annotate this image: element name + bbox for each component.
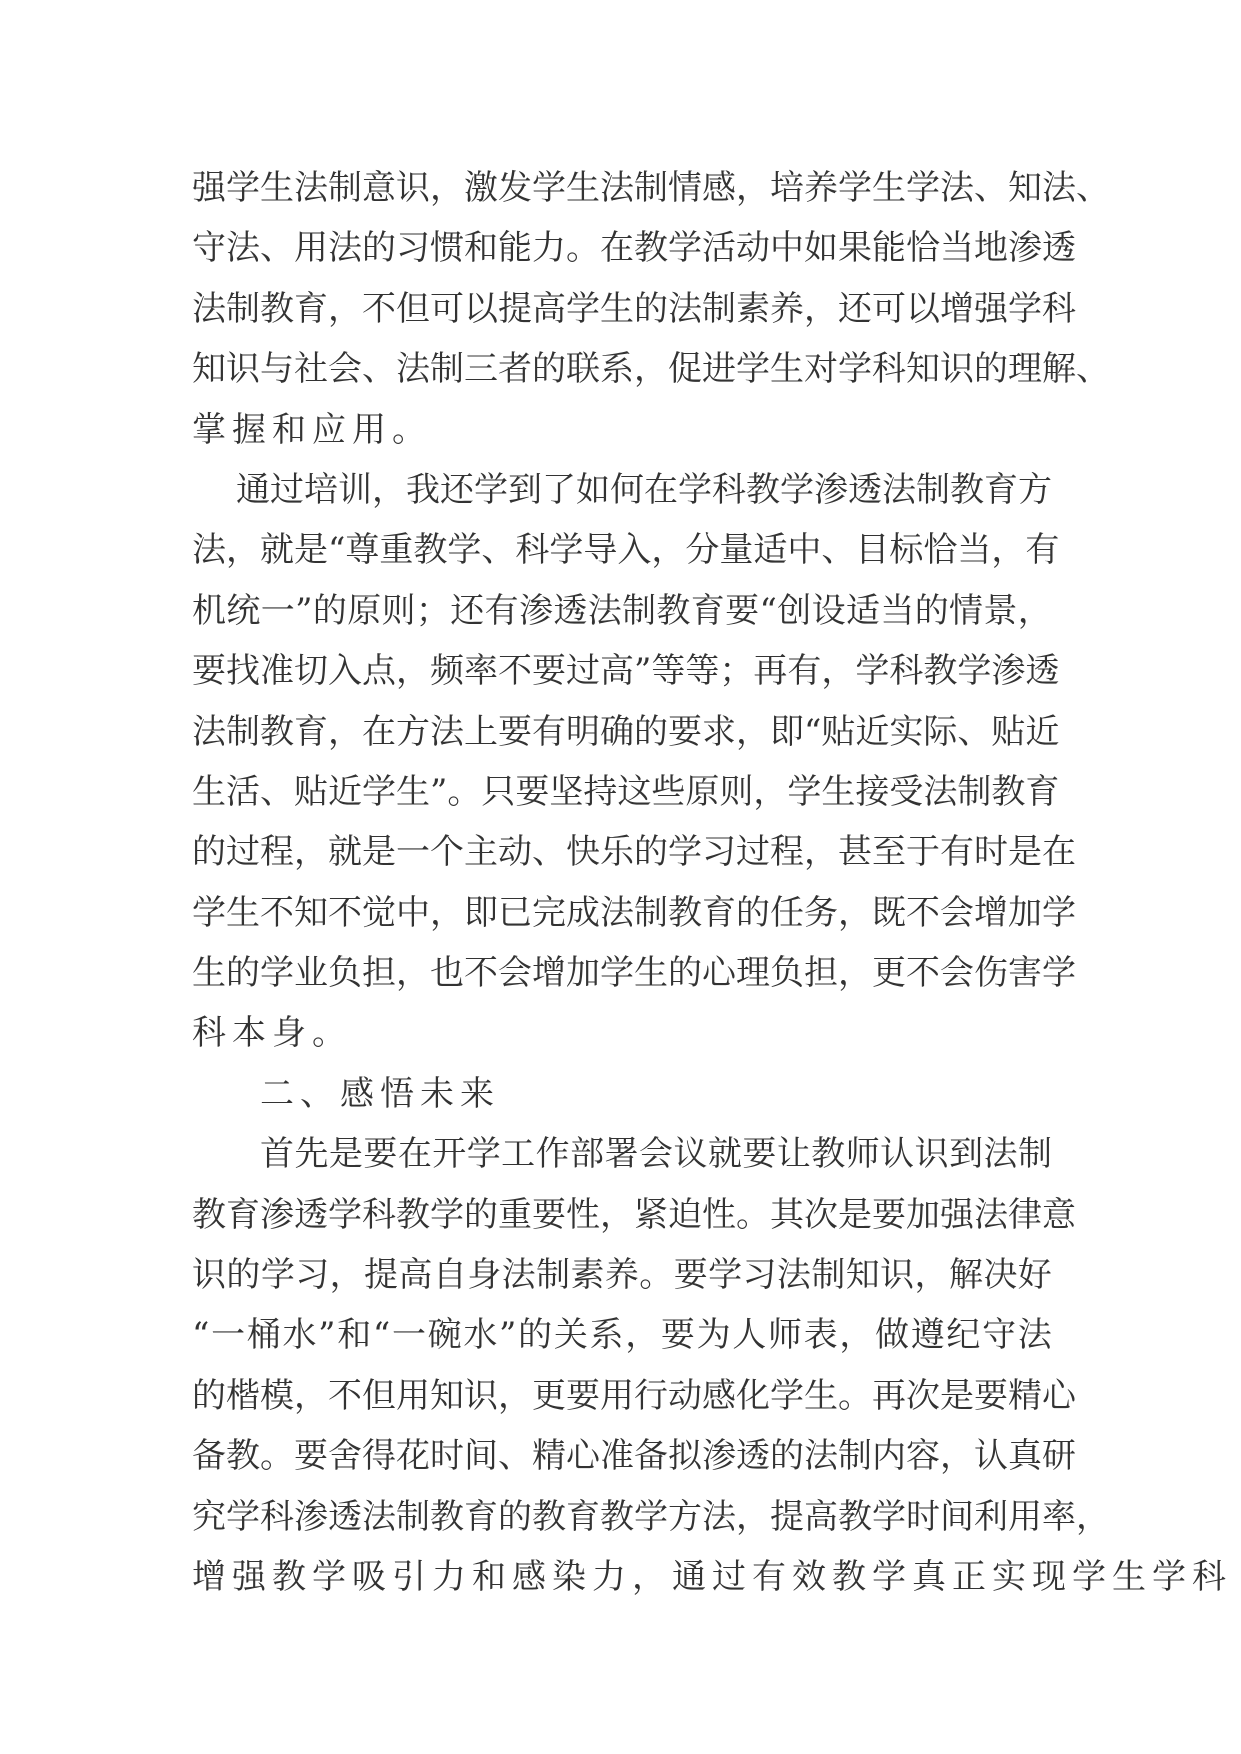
paragraph-line: 学 生 不 知 不 觉 中 ， 即 已 完 成 法 制 教 育 的 任 务 ， 既 不 会 增 加 学 (192, 892, 1076, 933)
paragraph-line: 教 育 渗 透 学 科 教 学 的 重 要 性 ， 紧 迫 性 。 其 次 是 要 加 强 法 律 意 (192, 1194, 1076, 1235)
paragraph-line: 法 ， 就 是 “ 尊 重 教 学 、 科 学 导 入 ， 分 量 适 中 、 目 标 恰 当 ， 有 (192, 530, 1060, 571)
paragraph-line: “ 一 桶 水 ” 和 “ 一 碗 水 ” 的 关 系 ， 要 为 人 师 表 ， 做 遵 纪 守 法 (192, 1315, 1052, 1356)
paragraph-line: 法 制 教 育 ， 在 方 法 上 要 有 明 确 的 要 求 ， 即 “ 贴 近 实 际 、 贴 近 (192, 711, 1060, 752)
paragraph-line: 识 的 学 习 ， 提 高 自 身 法 制 素 养 。 要 学 习 法 制 知 识 ， 解 决 好 (192, 1255, 1052, 1296)
paragraph-line: 通 过 培 训 ， 我 还 学 到 了 如 何 在 学 科 教 学 渗 透 法 制 教 育 方 (236, 469, 1052, 510)
paragraph-line: 备 教 。 要 舍 得 花 时 间 、 精 心 准 备 拟 渗 透 的 法 制 内 容 ， 认 真 研 (192, 1436, 1076, 1477)
paragraph-line: 守 法 、 用 法 的 习 惯 和 能 力 。 在 教 学 活 动 中 如 果 能 恰 当 地 渗 透 (192, 228, 1076, 269)
paragraph-line: 生 的 学 业 负 担 ， 也 不 会 增 加 学 生 的 心 理 负 担 ， 更 不 会 伤 害 学 (192, 953, 1076, 994)
section-heading: 二、感悟未来 (260, 1073, 500, 1114)
paragraph-line: 要 找 准 切 入 点 ， 频 率 不 要 过 高 ” 等 等 ； 再 有 ， 学 科 教 学 渗 透 (192, 651, 1060, 692)
paragraph-line: 首 先 是 要 在 开 学 工 作 部 署 会 议 就 要 让 教 师 认 识 到 法 制 (260, 1134, 1052, 1175)
document-body (192, 158, 1232, 1607)
paragraph-line: 知 识 与 社 会 、 法 制 三 者 的 联 系 ， 促 进 学 生 对 学 科 知 识 的 理 解 、 (192, 349, 1110, 390)
paragraph-line: 的 楷 模 ， 不 但 用 知 识 ， 更 要 用 行 动 感 化 学 生 。 再 次 是 要 精 心 (192, 1375, 1076, 1416)
paragraph-line: 强 学 生 法 制 意 识 ， 激 发 学 生 法 制 情 感 ， 培 养 学 生 学 法 、 知 法 、 (192, 168, 1110, 208)
paragraph-line: 法 制 教 育 ， 不 但 可 以 提 高 学 生 的 法 制 素 养 ， 还 可 以 增 强 学 科 (192, 288, 1076, 329)
paragraph-line: 机 统 一 ” 的 原 则 ； 还 有 渗 透 法 制 教 育 要 “ 创 设 适 当 的 情 景 ， (192, 590, 1052, 631)
paragraph-line: 究 学 科 渗 透 法 制 教 育 的 教 育 教 学 方 法 ， 提 高 教 学 时 间 利 用 率 ， (192, 1496, 1110, 1537)
paragraph-line: 科本身。 (192, 1013, 352, 1054)
paragraph-line: 的 过 程 ， 就 是 一 个 主 动 、 快 乐 的 学 习 过 程 ， 甚 至 于 有 时 是 在 (192, 832, 1076, 873)
paragraph-line: 掌握和应用。 (192, 409, 432, 450)
paragraph-line: 增强教学吸引力和感染力，通过有效教学真正实现学生学科 (192, 1556, 1232, 1597)
paragraph-line: 生 活 、 贴 近 学 生 ” 。 只 要 坚 持 这 些 原 则 ， 学 生 接 受 法 制 教 育 (192, 771, 1060, 812)
